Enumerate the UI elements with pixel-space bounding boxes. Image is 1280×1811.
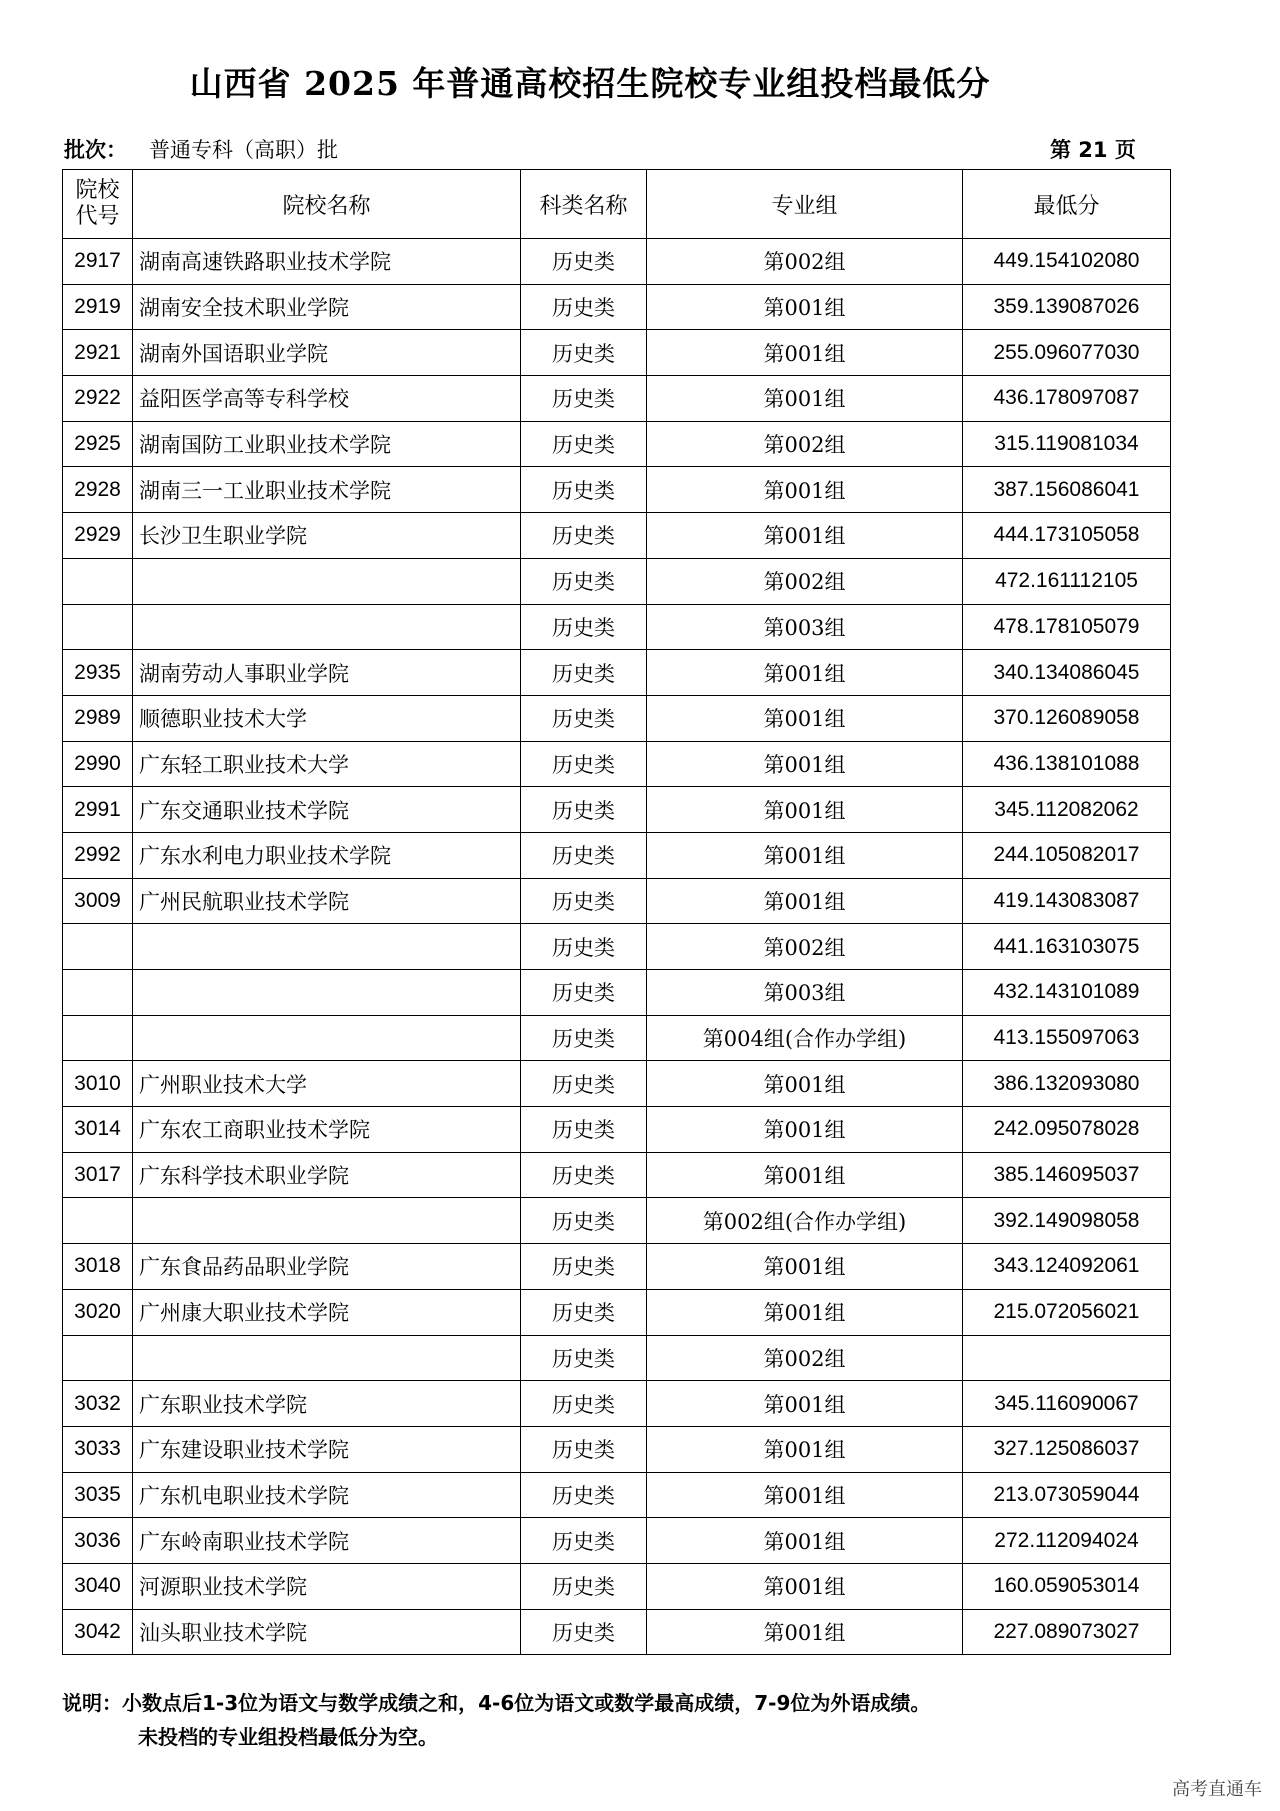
cell-name: 广东轻工职业技术大学 bbox=[133, 741, 521, 787]
header-group: 专业组 bbox=[647, 170, 963, 239]
cell-subject: 历史类 bbox=[521, 421, 647, 467]
cell-name: 广州职业技术大学 bbox=[133, 1061, 521, 1107]
cell-group: 第001组 bbox=[647, 741, 963, 787]
cell-name: 汕头职业技术学院 bbox=[133, 1609, 521, 1655]
cell-subject: 历史类 bbox=[521, 376, 647, 422]
cell-subject: 历史类 bbox=[521, 1015, 647, 1061]
cell-code: 2928 bbox=[63, 467, 133, 513]
cell-group: 第002组 bbox=[647, 924, 963, 970]
cell-code bbox=[63, 970, 133, 1016]
cell-subject: 历史类 bbox=[521, 284, 647, 330]
cell-score: 343.124092061 bbox=[963, 1244, 1171, 1290]
cell-name: 湖南外国语职业学院 bbox=[133, 330, 521, 376]
cell-score: 436.178097087 bbox=[963, 376, 1171, 422]
table-row bbox=[63, 1472, 1171, 1518]
cell-name: 湖南高速铁路职业技术学院 bbox=[133, 239, 521, 285]
watermark-text: 高考直通车 bbox=[1172, 1779, 1262, 1800]
cell-group: 第001组 bbox=[647, 1609, 963, 1655]
cell-subject: 历史类 bbox=[521, 787, 647, 833]
cell-code: 3036 bbox=[63, 1518, 133, 1564]
cell-subject: 历史类 bbox=[521, 832, 647, 878]
header-code-line1: 院校 bbox=[75, 178, 120, 203]
cell-code: 3032 bbox=[63, 1381, 133, 1427]
cell-score: 419.143083087 bbox=[963, 878, 1171, 924]
table-row bbox=[63, 330, 1171, 376]
cell-subject: 历史类 bbox=[521, 1152, 647, 1198]
cell-score: 444.173105058 bbox=[963, 513, 1171, 559]
cell-score bbox=[963, 1335, 1171, 1381]
cell-name: 广东机电职业技术学院 bbox=[133, 1472, 521, 1518]
cell-group: 第001组 bbox=[647, 330, 963, 376]
score-table bbox=[62, 169, 1171, 1655]
table-row bbox=[63, 1609, 1171, 1655]
cell-code: 3014 bbox=[63, 1107, 133, 1153]
table-row bbox=[63, 1563, 1171, 1609]
cell-name bbox=[133, 558, 521, 604]
cell-group: 第001组 bbox=[647, 832, 963, 878]
cell-code: 2922 bbox=[63, 376, 133, 422]
table-row bbox=[63, 1107, 1171, 1153]
cell-score: 160.059053014 bbox=[963, 1563, 1171, 1609]
table-header-row bbox=[63, 170, 1171, 239]
table-row bbox=[63, 832, 1171, 878]
cell-subject: 历史类 bbox=[521, 513, 647, 559]
cell-code bbox=[63, 1198, 133, 1244]
cell-score: 472.161112105 bbox=[963, 558, 1171, 604]
cell-name: 广东职业技术学院 bbox=[133, 1381, 521, 1427]
cell-subject: 历史类 bbox=[521, 1198, 647, 1244]
cell-code: 2921 bbox=[63, 330, 133, 376]
cell-code bbox=[63, 1335, 133, 1381]
cell-name: 长沙卫生职业学院 bbox=[133, 513, 521, 559]
cell-group: 第002组 bbox=[647, 421, 963, 467]
cell-name bbox=[133, 1335, 521, 1381]
table-row bbox=[63, 513, 1171, 559]
cell-code: 2925 bbox=[63, 421, 133, 467]
cell-code: 2990 bbox=[63, 741, 133, 787]
cell-group: 第002组 bbox=[647, 1335, 963, 1381]
cell-subject: 历史类 bbox=[521, 741, 647, 787]
cell-name: 广东交通职业技术学院 bbox=[133, 787, 521, 833]
cell-score: 340.134086045 bbox=[963, 650, 1171, 696]
cell-subject: 历史类 bbox=[521, 970, 647, 1016]
cell-group: 第003组 bbox=[647, 970, 963, 1016]
cell-score: 386.132093080 bbox=[963, 1061, 1171, 1107]
cell-score: 242.095078028 bbox=[963, 1107, 1171, 1153]
cell-subject: 历史类 bbox=[521, 695, 647, 741]
cell-group: 第001组 bbox=[647, 1061, 963, 1107]
cell-score: 345.116090067 bbox=[963, 1381, 1171, 1427]
table-row bbox=[63, 1061, 1171, 1107]
table-row bbox=[63, 970, 1171, 1016]
cell-group: 第001组 bbox=[647, 1289, 963, 1335]
table-row bbox=[63, 787, 1171, 833]
cell-name: 广东食品药品职业学院 bbox=[133, 1244, 521, 1290]
cell-score: 449.154102080 bbox=[963, 239, 1171, 285]
cell-name bbox=[133, 604, 521, 650]
table-row bbox=[63, 239, 1171, 285]
cell-code: 3020 bbox=[63, 1289, 133, 1335]
cell-name bbox=[133, 970, 521, 1016]
cell-subject: 历史类 bbox=[521, 1244, 647, 1290]
cell-score: 244.105082017 bbox=[963, 832, 1171, 878]
cell-subject: 历史类 bbox=[521, 878, 647, 924]
cell-subject: 历史类 bbox=[521, 1107, 647, 1153]
cell-code bbox=[63, 558, 133, 604]
header-name: 院校名称 bbox=[133, 170, 521, 239]
cell-code: 3035 bbox=[63, 1472, 133, 1518]
cell-score: 436.138101088 bbox=[963, 741, 1171, 787]
cell-group: 第001组 bbox=[647, 1518, 963, 1564]
cell-score: 441.163103075 bbox=[963, 924, 1171, 970]
table-row bbox=[63, 1244, 1171, 1290]
cell-subject: 历史类 bbox=[521, 1563, 647, 1609]
cell-name: 湖南安全技术职业学院 bbox=[133, 284, 521, 330]
cell-name bbox=[133, 1198, 521, 1244]
cell-group: 第001组 bbox=[647, 1244, 963, 1290]
table-row bbox=[63, 1289, 1171, 1335]
table-row bbox=[63, 1518, 1171, 1564]
table-row bbox=[63, 741, 1171, 787]
cell-subject: 历史类 bbox=[521, 650, 647, 696]
table-row bbox=[63, 467, 1171, 513]
table-row bbox=[63, 1152, 1171, 1198]
table-row bbox=[63, 1198, 1171, 1244]
header-subject: 科类名称 bbox=[521, 170, 647, 239]
cell-name: 广州民航职业技术学院 bbox=[133, 878, 521, 924]
cell-subject: 历史类 bbox=[521, 1381, 647, 1427]
cell-group: 第003组 bbox=[647, 604, 963, 650]
cell-score: 215.072056021 bbox=[963, 1289, 1171, 1335]
cell-subject: 历史类 bbox=[521, 330, 647, 376]
cell-score: 272.112094024 bbox=[963, 1518, 1171, 1564]
cell-code bbox=[63, 604, 133, 650]
footnote-line2: 未投档的专业组投档最低分为空。 bbox=[138, 1725, 438, 1749]
table-row bbox=[63, 1335, 1171, 1381]
cell-score: 385.146095037 bbox=[963, 1152, 1171, 1198]
cell-code: 2991 bbox=[63, 787, 133, 833]
cell-name bbox=[133, 924, 521, 970]
cell-score: 213.073059044 bbox=[963, 1472, 1171, 1518]
cell-score: 387.156086041 bbox=[963, 467, 1171, 513]
table-row bbox=[63, 878, 1171, 924]
cell-score: 432.143101089 bbox=[963, 970, 1171, 1016]
cell-group: 第001组 bbox=[647, 1426, 963, 1472]
cell-score: 327.125086037 bbox=[963, 1426, 1171, 1472]
cell-score: 370.126089058 bbox=[963, 695, 1171, 741]
table-row bbox=[63, 604, 1171, 650]
header-score: 最低分 bbox=[963, 170, 1171, 239]
cell-subject: 历史类 bbox=[521, 1518, 647, 1564]
cell-name: 益阳医学高等专科学校 bbox=[133, 376, 521, 422]
cell-name: 湖南国防工业职业技术学院 bbox=[133, 421, 521, 467]
cell-group: 第001组 bbox=[647, 467, 963, 513]
cell-score: 345.112082062 bbox=[963, 787, 1171, 833]
cell-group: 第001组 bbox=[647, 1381, 963, 1427]
cell-subject: 历史类 bbox=[521, 558, 647, 604]
batch-info bbox=[64, 134, 338, 164]
batch-value: 普通专科（高职）批 bbox=[149, 138, 338, 162]
table-row bbox=[63, 695, 1171, 741]
footnote bbox=[62, 1686, 930, 1754]
cell-name: 广东农工商职业技术学院 bbox=[133, 1107, 521, 1153]
cell-code: 2935 bbox=[63, 650, 133, 696]
cell-score: 392.149098058 bbox=[963, 1198, 1171, 1244]
cell-code: 2919 bbox=[63, 284, 133, 330]
cell-name: 湖南三一工业职业技术学院 bbox=[133, 467, 521, 513]
cell-group: 第001组 bbox=[647, 513, 963, 559]
cell-group: 第001组 bbox=[647, 650, 963, 696]
page-title: 山西省 2025 年普通高校招生院校专业组投档最低分 bbox=[189, 64, 991, 103]
table-row bbox=[63, 421, 1171, 467]
cell-name: 广东科学技术职业学院 bbox=[133, 1152, 521, 1198]
cell-score: 227.089073027 bbox=[963, 1609, 1171, 1655]
table-row bbox=[63, 1381, 1171, 1427]
cell-code: 2917 bbox=[63, 239, 133, 285]
cell-group: 第001组 bbox=[647, 695, 963, 741]
cell-code bbox=[63, 924, 133, 970]
cell-subject: 历史类 bbox=[521, 239, 647, 285]
cell-subject: 历史类 bbox=[521, 1061, 647, 1107]
cell-name: 广东水利电力职业技术学院 bbox=[133, 832, 521, 878]
cell-group: 第001组 bbox=[647, 1107, 963, 1153]
cell-code: 2989 bbox=[63, 695, 133, 741]
cell-score: 359.139087026 bbox=[963, 284, 1171, 330]
table-row bbox=[63, 1426, 1171, 1472]
cell-subject: 历史类 bbox=[521, 604, 647, 650]
cell-score: 315.119081034 bbox=[963, 421, 1171, 467]
cell-subject: 历史类 bbox=[521, 1426, 647, 1472]
cell-group: 第001组 bbox=[647, 878, 963, 924]
cell-group: 第001组 bbox=[647, 1563, 963, 1609]
table-row bbox=[63, 284, 1171, 330]
cell-subject: 历史类 bbox=[521, 1289, 647, 1335]
cell-name: 河源职业技术学院 bbox=[133, 1563, 521, 1609]
table-row bbox=[63, 558, 1171, 604]
cell-group: 第002组 bbox=[647, 239, 963, 285]
cell-group: 第004组(合作办学组) bbox=[647, 1015, 963, 1061]
cell-group: 第001组 bbox=[647, 284, 963, 330]
cell-score: 413.155097063 bbox=[963, 1015, 1171, 1061]
cell-group: 第001组 bbox=[647, 787, 963, 833]
cell-code: 3017 bbox=[63, 1152, 133, 1198]
table-row bbox=[63, 650, 1171, 696]
cell-name: 广东岭南职业技术学院 bbox=[133, 1518, 521, 1564]
cell-code: 3009 bbox=[63, 878, 133, 924]
table-row bbox=[63, 924, 1171, 970]
page-number: 第 21 页 bbox=[1050, 138, 1136, 162]
cell-subject: 历史类 bbox=[521, 1335, 647, 1381]
cell-group: 第002组 bbox=[647, 558, 963, 604]
cell-name: 广东建设职业技术学院 bbox=[133, 1426, 521, 1472]
cell-name: 湖南劳动人事职业学院 bbox=[133, 650, 521, 696]
cell-code: 3033 bbox=[63, 1426, 133, 1472]
cell-subject: 历史类 bbox=[521, 467, 647, 513]
footnote-label: 说明： bbox=[62, 1691, 122, 1715]
cell-code: 3018 bbox=[63, 1244, 133, 1290]
cell-code bbox=[63, 1015, 133, 1061]
table-row bbox=[63, 376, 1171, 422]
footnote-line1: 小数点后1-3位为语文与数学成绩之和，4-6位为语文或数学最高成绩，7-9位为外语成绩。 bbox=[122, 1691, 931, 1715]
cell-name: 广州康大职业技术学院 bbox=[133, 1289, 521, 1335]
cell-code: 2992 bbox=[63, 832, 133, 878]
cell-code: 3040 bbox=[63, 1563, 133, 1609]
cell-group: 第002组(合作办学组) bbox=[647, 1198, 963, 1244]
cell-code: 3010 bbox=[63, 1061, 133, 1107]
cell-subject: 历史类 bbox=[521, 924, 647, 970]
cell-group: 第001组 bbox=[647, 376, 963, 422]
cell-score: 255.096077030 bbox=[963, 330, 1171, 376]
batch-label: 批次： bbox=[64, 138, 127, 162]
table-row bbox=[63, 1015, 1171, 1061]
cell-code: 2929 bbox=[63, 513, 133, 559]
cell-group: 第001组 bbox=[647, 1152, 963, 1198]
cell-name bbox=[133, 1015, 521, 1061]
cell-group: 第001组 bbox=[647, 1472, 963, 1518]
cell-subject: 历史类 bbox=[521, 1472, 647, 1518]
cell-name: 顺德职业技术大学 bbox=[133, 695, 521, 741]
header-code-line2: 代号 bbox=[75, 204, 120, 229]
cell-score: 478.178105079 bbox=[963, 604, 1171, 650]
header-code bbox=[63, 170, 133, 239]
cell-code: 3042 bbox=[63, 1609, 133, 1655]
cell-subject: 历史类 bbox=[521, 1609, 647, 1655]
